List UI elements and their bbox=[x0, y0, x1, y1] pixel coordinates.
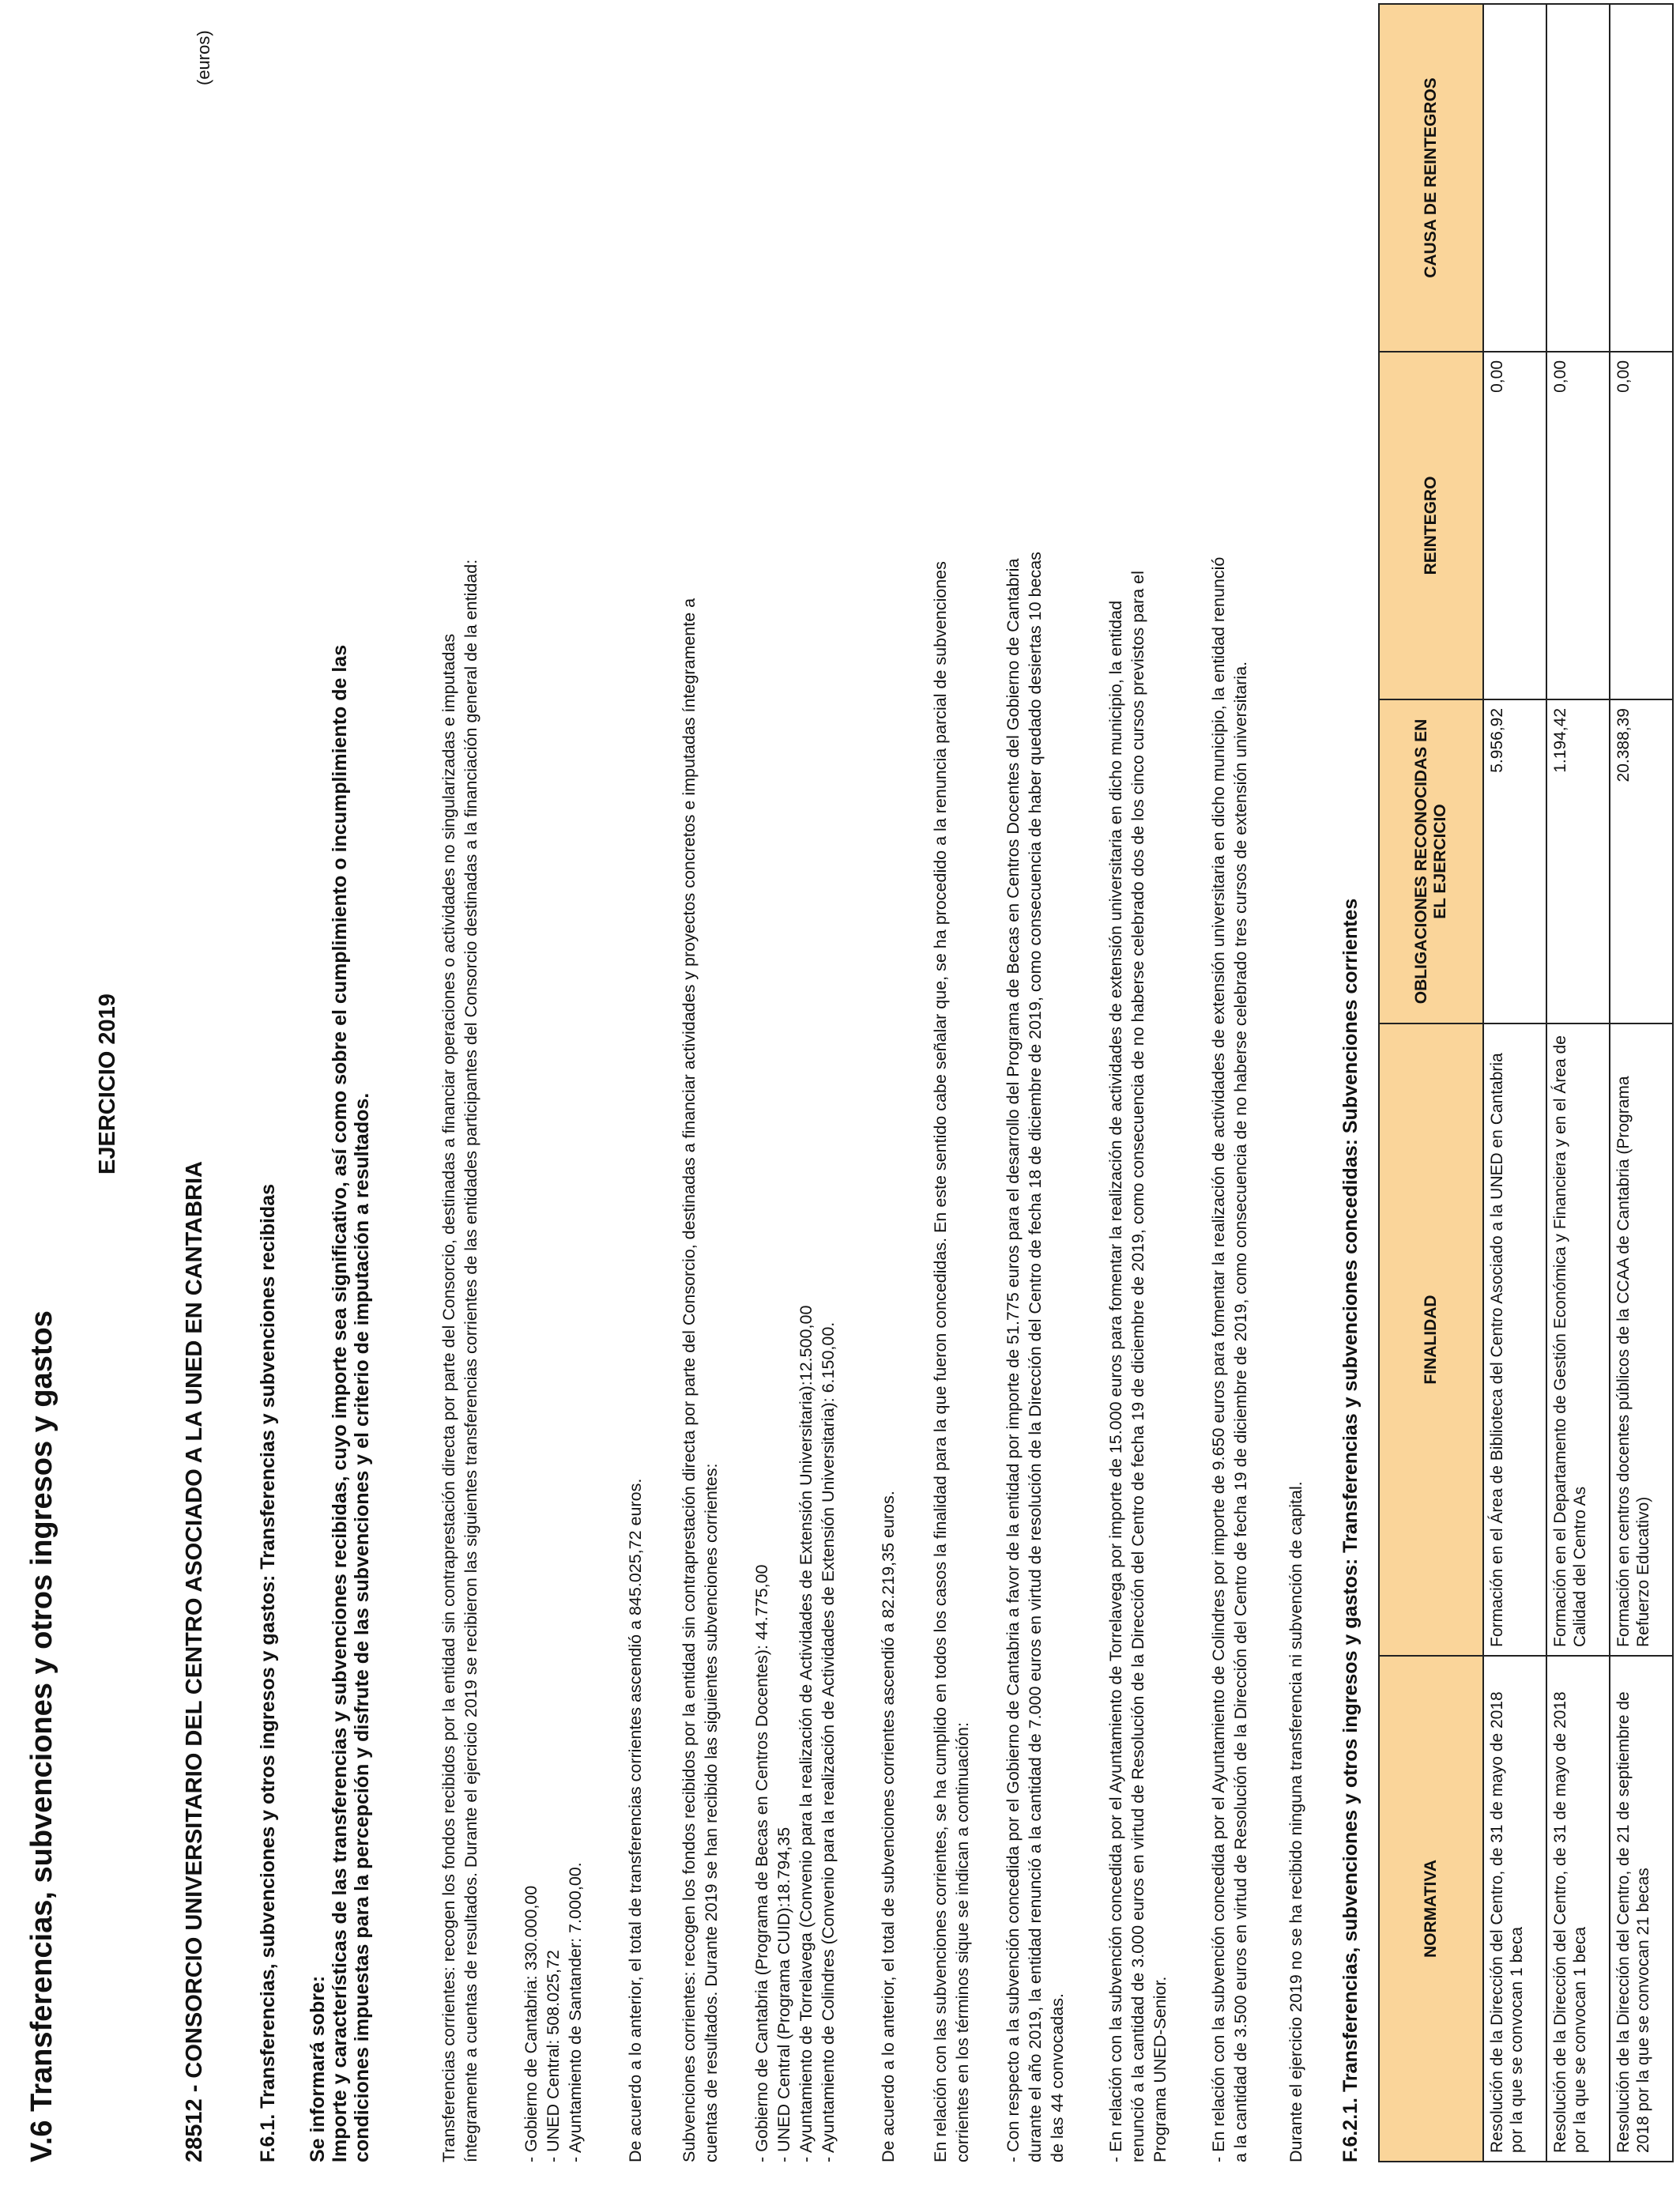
col-header-normativa: NORMATIVA bbox=[1379, 1656, 1483, 2162]
transfer-total: De acuerdo a lo anterior, el total de transferencias corrientes ascendió a 845.025,72 euros. bbox=[626, 1478, 645, 2162]
year-heading: EJERCICIO 2019 bbox=[95, 993, 120, 1174]
subsidy-list bbox=[751, 1306, 839, 2162]
paragraph-line: cuentas de resultados. Durante 2019 se han recibido las siguientes subvenciones corrientes: bbox=[702, 1463, 721, 2162]
paragraph-line: durante el año 2019, la entidad renunció a la cantidad de 7.000 euros en virtud de resolución de la Dirección del Centro de fecha 18 de diciembre de 2019, como consecuencia de haber quedado desiertas 10 becas bbox=[1026, 552, 1045, 2162]
cell-normativa: Resolución de la Dirección del Centro, de 21 de septiembre de 2018 por la que se convocan 21 becas bbox=[1610, 1656, 1673, 2162]
table-row bbox=[1483, 4, 1546, 2162]
paragraph-line: Subvenciones corrientes: recogen los fondos recibidos por la entidad sin contraprestación directa por parte del Consorcio, destinadas a financiar actividades y proyectos concretos e imputadas íntegramente a bbox=[680, 598, 699, 2162]
section-f621-heading: F.6.2.1. Transferencias, subvenciones y otros ingresos y gastos: Transferencias y subvenciones concedidas: Subvenciones corrientes bbox=[1339, 898, 1362, 2162]
cell-reintegro: 0,00 bbox=[1483, 352, 1546, 699]
paragraph-line: íntegramente a cuentas de resultados. Durante el ejercicio 2019 se recibieron las siguientes transferencias corrientes de las entidades participantes del Consorcio destinadas a la financiación general de la entidad: bbox=[461, 559, 480, 2162]
subsidy-paragraph bbox=[678, 598, 722, 2162]
page-title: V.6 Transferencias, subvenciones y otros ingresos y gastos bbox=[25, 1310, 58, 2162]
subsidies-table bbox=[1378, 3, 1674, 2162]
paragraph-line: renunció a la cantidad de 3.000 euros en virtud de Resolución de la Dirección del Centro de fecha 19 de diciembre de 2019, como consecuencia de no haberse celebrado dos de los cinco cursos previstos para el bbox=[1128, 571, 1147, 2162]
table-row bbox=[1610, 4, 1673, 2162]
cell-causa bbox=[1546, 4, 1610, 352]
table-header-row bbox=[1379, 4, 1483, 2162]
list-item: - Ayuntamiento de Torrelavega (Convenio para la realización de Actividades de Extensión Universitaria):12.500,00 bbox=[797, 1305, 816, 2162]
col-header-causa: CAUSA DE REINTEGROS bbox=[1379, 4, 1483, 352]
paragraph-line: - Con respecto a la subvención concedida por el Gobierno de Cantabria a favor de la entidad por importe de 51.775 euros para el desarrollo del Programa de Becas en Centros Docentes del Gobierno de Cantabria bbox=[1004, 558, 1023, 2162]
cell-obligaciones: 1.194,42 bbox=[1546, 699, 1610, 1023]
cell-causa bbox=[1483, 4, 1546, 352]
cell-obligaciones: 20.388,39 bbox=[1610, 699, 1673, 1023]
cell-finalidad: Formación en centros docentes públicos de la CCAA de Cantabria (Programa Refuerzo Educativo) bbox=[1610, 1023, 1673, 1656]
renunciation-paragraph bbox=[1207, 557, 1252, 2162]
cell-obligaciones: 5.956,92 bbox=[1483, 699, 1546, 1023]
currency-note: (euros) bbox=[194, 30, 213, 85]
compliance-paragraph bbox=[929, 561, 974, 2162]
transfer-paragraph bbox=[438, 560, 482, 2162]
cell-normativa: Resolución de la Dirección del Centro, de 31 de mayo de 2018 por la que se convocan 1 beca bbox=[1546, 1656, 1610, 2162]
col-header-finalidad: FINALIDAD bbox=[1379, 1023, 1483, 1656]
list-item: - Gobierno de Cantabria: 330.000,00 bbox=[522, 1885, 541, 2162]
paragraph-line: - En relación con la subvención concedida por el Ayuntamiento de Torrelavega por importe de 15.000 euros para fomentar la realización de actividades de extensión universitaria en dicho municipio, la entidad bbox=[1106, 600, 1125, 2162]
cell-causa bbox=[1610, 4, 1673, 352]
col-header-reintegro: REINTEGRO bbox=[1379, 352, 1483, 699]
paragraph-line: Programa UNED-Senior. bbox=[1151, 1976, 1170, 2162]
renunciation-paragraph bbox=[1002, 552, 1068, 2162]
capital-note: Durante el ejercicio 2019 no se ha recibido ninguna transferencia ni subvención de capital. bbox=[1286, 1481, 1305, 2162]
col-header-obligaciones: OBLIGACIONES RECONOCIDAS EN EL EJERCICIO bbox=[1379, 699, 1483, 1023]
cell-normativa: Resolución de la Dirección del Centro, de 31 de mayo de 2018 por la que se convocan 1 beca bbox=[1483, 1656, 1546, 2162]
inform-line: condiciones impuestas para la percepción y disfrute de las subvenciones y el criterio de imputación a resultados. bbox=[351, 1092, 373, 2162]
subsidy-total: De acuerdo a lo anterior, el total de subvenciones corrientes ascendió a 82.219,35 euros. bbox=[879, 1491, 898, 2162]
inform-line: Importe y características de las transferencias y subvenciones recibidas, cuyo importe sea significativo, así como sobre el cumplimiento o incumplimiento de las bbox=[329, 644, 351, 2162]
paragraph-line: - En relación con la subvención concedida por el Ayuntamiento de Colindres por importe de 9.650 euros para fomentar la realización de actividades de extensión universitaria en dicho municipio, la entidad renunció bbox=[1209, 556, 1228, 2162]
paragraph-line: En relación con las subvenciones corrientes, se ha cumplido en todos los casos la finalidad para la que fueron concedidas. En este sentido cabe señalar que, se ha procedido a la renuncia parcial de subvenciones bbox=[931, 561, 950, 2162]
list-item: - UNED Central: 508.025,72 bbox=[544, 1950, 563, 2162]
entity-heading: 28512 - CONSORCIO UNIVERSITARIO DEL CENTRO ASOCIADO A LA UNED EN CANTABRIA bbox=[182, 1161, 207, 2162]
paragraph-line: a la cantidad de 3.500 euros en virtud de Resolución de la Dirección del Centro de fecha 19 de diciembre de 2019, como consecuencia de no haberse celebrado tres cursos de extensión universitaria. bbox=[1231, 661, 1250, 2162]
cell-finalidad: Formación en el Departamento de Gestión Económica y Financiera y en el Área de Calidad del Centro As bbox=[1546, 1023, 1610, 1656]
paragraph-line: Transferencias corrientes: recogen los fondos recibidos por la entidad sin contraprestación directa por parte del Consorcio, destinadas a financiar operaciones o actividades no singularizadas e imputadas bbox=[439, 633, 458, 2162]
cell-reintegro: 0,00 bbox=[1546, 352, 1610, 699]
inform-label: Se informará sobre: bbox=[307, 1975, 329, 2162]
renunciation-paragraph bbox=[1105, 571, 1171, 2162]
list-item: - Gobierno de Cantabria (Programa de Becas en Centros Docentes): 44.775,00 bbox=[752, 1564, 771, 2162]
paragraph-line: corrientes en los términos sique se indican a continuación: bbox=[953, 1722, 972, 2162]
cell-finalidad: Formación en el Área de Biblioteca del Centro Asociado a la UNED en Cantabria bbox=[1483, 1023, 1546, 1656]
cell-reintegro: 0,00 bbox=[1610, 352, 1673, 699]
list-item: - UNED Central (Programa CUID):18.794,35 bbox=[774, 1826, 793, 2162]
list-item: - Ayuntamiento de Santander: 7.000,00. bbox=[566, 1862, 585, 2162]
paragraph-line: de las 44 convocadas. bbox=[1048, 1993, 1067, 2162]
inform-block bbox=[307, 645, 373, 2162]
transfer-list bbox=[520, 1862, 586, 2162]
list-item: - Ayuntamiento de Colindres (Convenio para la realización de Actividades de Extensión Universitaria): 6.150,00. bbox=[819, 1321, 838, 2162]
table-row bbox=[1546, 4, 1610, 2162]
section-f61-heading: F.6.1. Transferencias, subvenciones y otros ingresos y gastos: Transferencias y subvenciones recibidas bbox=[257, 1183, 279, 2162]
